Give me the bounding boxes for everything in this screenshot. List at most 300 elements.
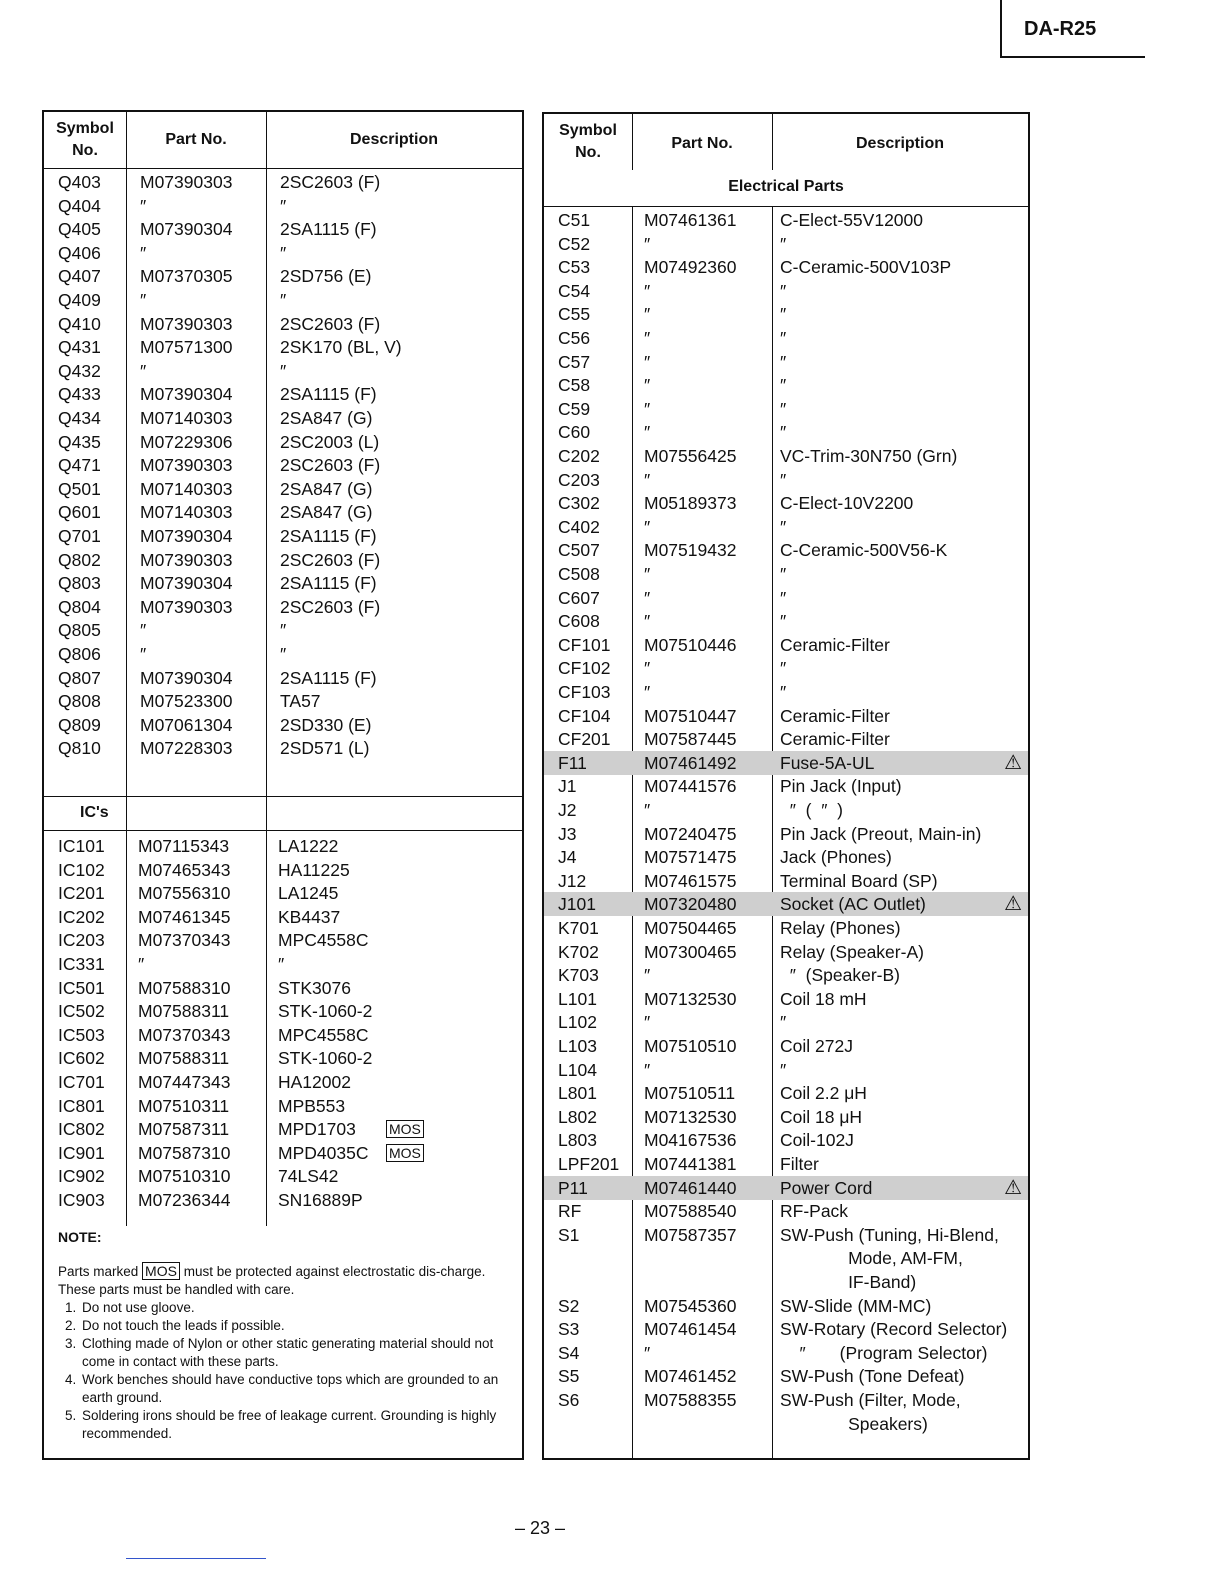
description-cell: MPC4558C: [278, 1024, 369, 1045]
symbol-cell: C56: [558, 328, 591, 348]
bottom-rule: [126, 1558, 266, 1559]
symbol-cell: C53: [558, 257, 591, 278]
description-cell: ″: [780, 280, 787, 301]
table-row: [544, 1128, 1028, 1152]
description-cell: SN16889P: [278, 1190, 363, 1210]
description-cell: 2SD756 (E): [280, 266, 372, 287]
table-row: [544, 869, 1028, 893]
description-cell: Speakers): [780, 1413, 928, 1434]
part-no-cell: M07132530: [644, 988, 737, 1009]
description-cell: IF-Band): [780, 1272, 917, 1292]
table-row: [544, 940, 1028, 964]
part-no-cell: M07556310: [138, 883, 231, 904]
description-cell: 2SA1115 (F): [280, 573, 377, 594]
description-cell: 2SA1115 (F): [280, 384, 377, 405]
part-no-cell: M07390303: [140, 172, 233, 192]
description-cell: Pin Jack (Preout, Main-in): [780, 823, 982, 844]
table-row: [544, 538, 1028, 562]
table-row: [44, 736, 522, 760]
symbol-cell: L104: [558, 1059, 597, 1080]
table-row: [544, 1364, 1028, 1388]
part-no-cell: ″: [644, 682, 651, 702]
table-row: [44, 170, 522, 194]
table-row: [544, 491, 1028, 515]
symbol-cell: IC102: [58, 859, 105, 880]
part-no-cell: ″: [140, 620, 147, 641]
part-no-cell: M07510311: [138, 1095, 230, 1116]
description-cell: C-Ceramic-500V56-K: [780, 540, 948, 561]
right-parts-table: [542, 112, 1030, 1460]
table-row: [44, 1023, 522, 1047]
description-cell: Relay (Phones): [780, 918, 901, 938]
part-no-cell: M07390304: [140, 526, 233, 546]
description-cell: STK-1060-2: [278, 1001, 373, 1022]
symbol-cell: S1: [558, 1224, 580, 1245]
note-item: 5. Soldering irons should be free of leakage current. Grounding is highly recommended.: [80, 1407, 514, 1443]
symbol-cell: L103: [558, 1036, 597, 1056]
table-row: [44, 595, 522, 619]
table-row: [544, 1294, 1028, 1318]
part-no-cell: M07556425: [644, 446, 737, 466]
description-cell: C-Ceramic-500V103P: [780, 257, 952, 278]
description-cell: Pin Jack (Input): [780, 776, 902, 797]
part-no-cell: M07140303: [140, 502, 233, 523]
table-row: [544, 444, 1028, 468]
symbol-cell: C52: [558, 233, 591, 254]
table-row: [544, 255, 1028, 279]
part-no-cell: ″: [644, 233, 651, 254]
symbol-cell: L102: [558, 1012, 597, 1033]
symbol-cell: Q405: [58, 219, 101, 240]
description-cell: MPC4558C: [278, 930, 369, 951]
part-no-cell: M07587357: [644, 1224, 737, 1245]
symbol-cell: C57: [558, 351, 591, 372]
table-row: [44, 1188, 522, 1212]
symbol-cell: K702: [558, 941, 599, 962]
table-row: [44, 359, 522, 383]
description-cell: Fuse-5A-UL: [780, 752, 875, 773]
table-row: [544, 1176, 1028, 1200]
table-row: [44, 548, 522, 572]
table-row: [544, 468, 1028, 492]
symbol-cell: Q501: [58, 478, 101, 499]
part-no-cell: M07461361: [644, 210, 737, 230]
description-cell: Relay (Speaker-A): [780, 941, 924, 962]
part-no-cell: M07461345: [138, 906, 231, 927]
table-row: [44, 288, 522, 312]
description-cell: ″: [780, 658, 787, 679]
part-no-cell: ″: [644, 469, 651, 490]
table-row: [544, 751, 1028, 775]
description-cell: C-Elect-55V12000: [780, 210, 923, 230]
symbol-cell: Q431: [58, 337, 101, 358]
table-row: [544, 1270, 1028, 1294]
symbol-cell: J101: [558, 894, 596, 915]
header-symbol: Symbol No.: [559, 122, 617, 161]
symbol-cell: IC802: [58, 1119, 105, 1140]
table-row: [44, 976, 522, 1000]
part-no-cell: M07510310: [138, 1166, 231, 1187]
symbol-cell: C607: [558, 587, 600, 608]
description-cell: SW-Push (Tone Defeat): [780, 1366, 965, 1387]
description-cell: ″: [280, 644, 287, 664]
symbol-cell: IC331: [58, 954, 105, 974]
description-cell: HA12002: [278, 1072, 351, 1092]
note-item: 1. Do not use gloove.: [80, 1299, 514, 1317]
symbol-cell: CF201: [558, 729, 611, 750]
symbol-cell: CF101: [558, 634, 611, 655]
symbol-cell: IC602: [58, 1048, 105, 1069]
description-cell: HA11225: [278, 859, 350, 880]
symbol-cell: Q806: [58, 644, 101, 664]
safety-warning-icon: ⚠: [1004, 751, 1022, 774]
part-no-cell: ″: [644, 304, 651, 325]
part-no-cell: ″: [644, 328, 651, 348]
part-no-cell: M07370343: [138, 1024, 231, 1045]
table-row: [544, 397, 1028, 421]
table-row: [44, 928, 522, 952]
symbol-cell: IC801: [58, 1095, 105, 1116]
table-row: [544, 727, 1028, 751]
symbol-cell: J4: [558, 847, 577, 868]
part-no-cell: M07510511: [644, 1083, 736, 1104]
model-label-box: [1000, 0, 1145, 58]
part-no-cell: M07571475: [644, 847, 737, 868]
part-no-cell: M07441576: [644, 776, 737, 797]
table-row: [44, 642, 522, 666]
symbol-cell: C58: [558, 375, 591, 396]
part-no-cell: ″: [644, 611, 651, 632]
description-cell: ″: [280, 195, 287, 216]
table-row: [544, 609, 1028, 633]
part-no-cell: M07132530: [644, 1106, 737, 1127]
description-cell: Filter: [780, 1154, 819, 1174]
description-cell: Mode, AM-FM,: [780, 1248, 963, 1269]
table-row: [544, 1246, 1028, 1270]
header-symbol: Symbol No.: [56, 120, 114, 159]
description-cell: SW-Rotary (Record Selector): [780, 1319, 1008, 1340]
description-cell: ″: [780, 469, 787, 490]
symbol-cell: Q410: [58, 313, 101, 334]
table-row: [544, 1317, 1028, 1341]
part-no-cell: M07523300: [140, 691, 233, 712]
part-no-cell: M07587311: [138, 1119, 230, 1140]
description-cell: Socket (AC Outlet): [780, 894, 926, 915]
part-no-cell: M07587310: [138, 1142, 231, 1163]
part-no-cell: M07240475: [644, 823, 737, 844]
description-cell: Jack (Phones): [780, 847, 892, 868]
part-no-cell: ″: [644, 280, 651, 301]
description-cell: 2SA1115 (F): [280, 526, 377, 546]
symbol-cell: IC903: [58, 1190, 105, 1210]
table-row: [544, 1105, 1028, 1129]
symbol-cell: C203: [558, 469, 600, 490]
description-cell: ″: [780, 398, 787, 419]
symbol-cell: C202: [558, 446, 600, 466]
note-intro-b: must be protected against electrostatic dis-charge. These parts must be handled with care.: [58, 1264, 486, 1297]
table-row: [44, 524, 522, 548]
part-no-cell: M07390303: [140, 455, 233, 476]
part-no-cell: M07588311: [138, 1001, 230, 1022]
part-no-cell: M07390303: [140, 313, 233, 334]
mos-mark: MOS: [142, 1262, 180, 1280]
symbol-cell: J3: [558, 823, 577, 844]
part-no-cell: M07447343: [138, 1072, 231, 1092]
description-cell: 2SD571 (L): [280, 738, 370, 759]
table-row: [544, 1223, 1028, 1247]
mos-badge: MOS: [386, 1144, 424, 1162]
table-row: [544, 987, 1028, 1011]
part-no-cell: M07461492: [644, 752, 737, 773]
symbol-cell: L101: [558, 988, 597, 1009]
table-row: [44, 1070, 522, 1094]
header-part-no: Part No.: [165, 131, 227, 148]
table-row: [544, 845, 1028, 869]
table-row: [44, 1141, 522, 1165]
note-title: NOTE:: [58, 1229, 102, 1245]
symbol-cell: J12: [558, 870, 587, 891]
part-no-cell: M07461454: [644, 1319, 737, 1340]
header-part-no: Part No.: [671, 135, 733, 152]
symbol-cell: Q810: [58, 738, 101, 759]
symbol-cell: CF103: [558, 682, 611, 702]
symbol-cell: Q701: [58, 526, 101, 546]
header-description: Description: [349, 131, 438, 148]
symbol-cell: IC203: [58, 930, 105, 951]
description-cell: ″: [280, 360, 287, 381]
description-cell: STK3076: [278, 977, 351, 998]
symbol-cell: IC502: [58, 1001, 105, 1022]
part-no-cell: ″: [140, 195, 147, 216]
part-no-cell: ″: [644, 375, 651, 396]
symbol-cell: S4: [558, 1342, 580, 1363]
notes-block: [58, 1228, 514, 1443]
table-row: [544, 916, 1028, 940]
table-row: [544, 232, 1028, 256]
part-no-cell: M07588355: [644, 1390, 737, 1410]
description-cell: ″: [780, 375, 787, 396]
part-no-cell: ″: [138, 954, 145, 974]
symbol-cell: C508: [558, 564, 600, 584]
table-row: [544, 633, 1028, 657]
description-cell: 2SC2603 (F): [280, 455, 381, 476]
part-no-cell: M07587445: [644, 729, 737, 750]
table-row: [544, 1081, 1028, 1105]
symbol-cell: P11: [558, 1177, 588, 1198]
description-cell: STK-1060-2: [278, 1048, 373, 1069]
note-item: 4. Work benches should have conductive tops which are grounded to an earth ground.: [80, 1371, 514, 1407]
description-cell: ″: [780, 328, 787, 348]
note-list: [58, 1299, 514, 1443]
part-no-cell: M07588540: [644, 1201, 737, 1222]
table-row: [44, 952, 522, 976]
description-cell: 2SA1115 (F): [280, 219, 377, 240]
description-cell: 2SA847 (G): [280, 502, 373, 523]
table-row: [544, 420, 1028, 444]
symbol-cell: J2: [558, 800, 577, 820]
table-row: [44, 1046, 522, 1070]
part-no-cell: ″: [140, 242, 147, 263]
part-no-cell: M07390304: [140, 384, 233, 405]
symbol-cell: C59: [558, 398, 591, 419]
part-no-cell: M07461452: [644, 1366, 737, 1387]
description-cell: ″: [780, 564, 787, 584]
table-row: [44, 500, 522, 524]
description-cell: SW-Slide (MM-MC): [780, 1295, 932, 1316]
symbol-cell: C302: [558, 493, 600, 514]
description-cell: ″: [278, 954, 285, 974]
part-no-cell: M07370305: [140, 266, 233, 287]
description-cell: SW-Push (Tuning, Hi-Blend,: [780, 1224, 999, 1245]
part-no-cell: M07236344: [138, 1190, 231, 1210]
symbol-cell: Q409: [58, 290, 101, 310]
description-cell: RF-Pack: [780, 1201, 849, 1222]
description-cell: Coil 18 mH: [780, 988, 867, 1009]
table-row: [44, 453, 522, 477]
table-row: [44, 571, 522, 595]
part-no-cell: M07320480: [644, 894, 737, 915]
part-no-cell: M07492360: [644, 257, 737, 278]
table-row: [44, 713, 522, 737]
part-no-cell: M07510510: [644, 1036, 737, 1056]
table-row: [544, 562, 1028, 586]
description-cell: LA1245: [278, 883, 339, 904]
symbol-cell: IC201: [58, 883, 105, 904]
symbol-cell: S3: [558, 1319, 580, 1340]
description-cell: KB4437: [278, 906, 341, 927]
part-no-cell: ″: [140, 360, 147, 381]
part-no-cell: ″: [644, 1342, 651, 1363]
symbol-cell: Q804: [58, 596, 101, 617]
table-row: [544, 208, 1028, 232]
table-row: [544, 822, 1028, 846]
part-no-cell: M07588310: [138, 977, 231, 998]
table-row: [544, 1412, 1028, 1436]
part-no-cell: M07461440: [644, 1177, 737, 1198]
table-row: [44, 1117, 522, 1141]
part-no-cell: ″: [140, 290, 147, 310]
description-cell: MPD4035C: [278, 1142, 369, 1163]
description-cell: Coil-102J: [780, 1130, 854, 1151]
description-cell: 2SA847 (G): [280, 408, 373, 428]
description-cell: ″: [280, 242, 287, 263]
description-cell: ″: [780, 233, 787, 254]
table-row: [544, 586, 1028, 610]
symbol-cell: C402: [558, 516, 600, 537]
table-row: [544, 515, 1028, 539]
symbol-cell: J1: [558, 776, 577, 797]
symbol-cell: S6: [558, 1390, 580, 1410]
table-row: [44, 194, 522, 218]
part-no-cell: ″: [644, 422, 651, 443]
symbol-cell: S5: [558, 1366, 580, 1387]
electrical-parts-title: Electrical Parts: [728, 178, 844, 195]
part-no-cell: ″: [140, 644, 147, 664]
part-no-cell: M07300465: [644, 941, 737, 962]
part-no-cell: M07229306: [140, 431, 233, 452]
description-cell: ″: [780, 587, 787, 608]
note-intro: [58, 1262, 514, 1299]
description-cell: Ceramic-Filter: [780, 729, 890, 750]
part-no-cell: ″: [644, 965, 651, 986]
note-intro-a: Parts marked: [58, 1264, 139, 1279]
table-row: [544, 279, 1028, 303]
symbol-cell: Q807: [58, 667, 101, 688]
part-no-cell: M07390303: [140, 596, 233, 617]
description-cell: ″: [780, 1059, 787, 1080]
symbol-cell: Q406: [58, 242, 101, 263]
table-row: [44, 858, 522, 882]
symbol-cell: Q433: [58, 384, 101, 405]
table-row: [544, 350, 1028, 374]
part-no-cell: ″: [644, 398, 651, 419]
description-cell: ″: [780, 304, 787, 325]
symbol-cell: Q404: [58, 195, 101, 216]
symbol-cell: C608: [558, 611, 600, 632]
part-no-cell: ″: [644, 800, 651, 820]
table-row: [44, 217, 522, 241]
mos-badge: MOS: [386, 1120, 424, 1138]
symbol-cell: C51: [558, 210, 591, 230]
symbol-cell: C55: [558, 304, 591, 325]
table-row: [44, 382, 522, 406]
symbol-cell: LPF201: [558, 1154, 620, 1174]
symbol-cell: RF: [558, 1201, 582, 1222]
symbol-cell: Q803: [58, 573, 101, 594]
symbol-cell: IC101: [58, 836, 105, 856]
description-cell: ″ (Program Selector): [780, 1342, 988, 1363]
symbol-cell: Q809: [58, 714, 101, 735]
table-row: [44, 477, 522, 501]
part-no-cell: M07571300: [140, 337, 233, 358]
description-cell: ″: [780, 351, 787, 372]
part-no-cell: M07465343: [138, 859, 231, 880]
part-no-cell: M07140303: [140, 408, 233, 428]
symbol-cell: IC701: [58, 1072, 105, 1092]
table-row: [544, 373, 1028, 397]
description-cell: 2SC2003 (L): [280, 431, 380, 452]
symbol-cell: Q805: [58, 620, 101, 641]
table-row: [544, 680, 1028, 704]
symbol-cell: Q471: [58, 455, 101, 476]
symbol-cell: IC902: [58, 1166, 105, 1187]
table-row: [544, 1010, 1028, 1034]
table-row: [544, 798, 1028, 822]
table-row: [544, 656, 1028, 680]
part-no-cell: ″: [644, 1059, 651, 1080]
left-parts-table: [42, 110, 524, 1460]
header-description: Description: [855, 135, 944, 152]
symbol-cell: Q802: [58, 549, 101, 570]
symbol-cell: IC501: [58, 977, 105, 998]
part-no-cell: ″: [644, 587, 651, 608]
part-no-cell: M05189373: [644, 493, 737, 514]
description-cell: ″ (Speaker-B): [780, 965, 900, 986]
table-row: [44, 312, 522, 336]
symbol-cell: CF104: [558, 705, 611, 726]
part-no-cell: ″: [644, 658, 651, 679]
description-cell: 2SC2603 (F): [280, 313, 381, 334]
symbol-cell: Q601: [58, 502, 101, 523]
description-cell: 2SC2603 (F): [280, 172, 381, 192]
page-number: – 23 –: [514, 1518, 566, 1538]
table-row: [44, 689, 522, 713]
symbol-cell: Q808: [58, 691, 101, 712]
description-cell: Coil 18 μH: [780, 1106, 863, 1127]
symbol-cell: S2: [558, 1295, 580, 1316]
table-row: [44, 264, 522, 288]
description-cell: 2SK170 (BL, V): [280, 337, 402, 358]
